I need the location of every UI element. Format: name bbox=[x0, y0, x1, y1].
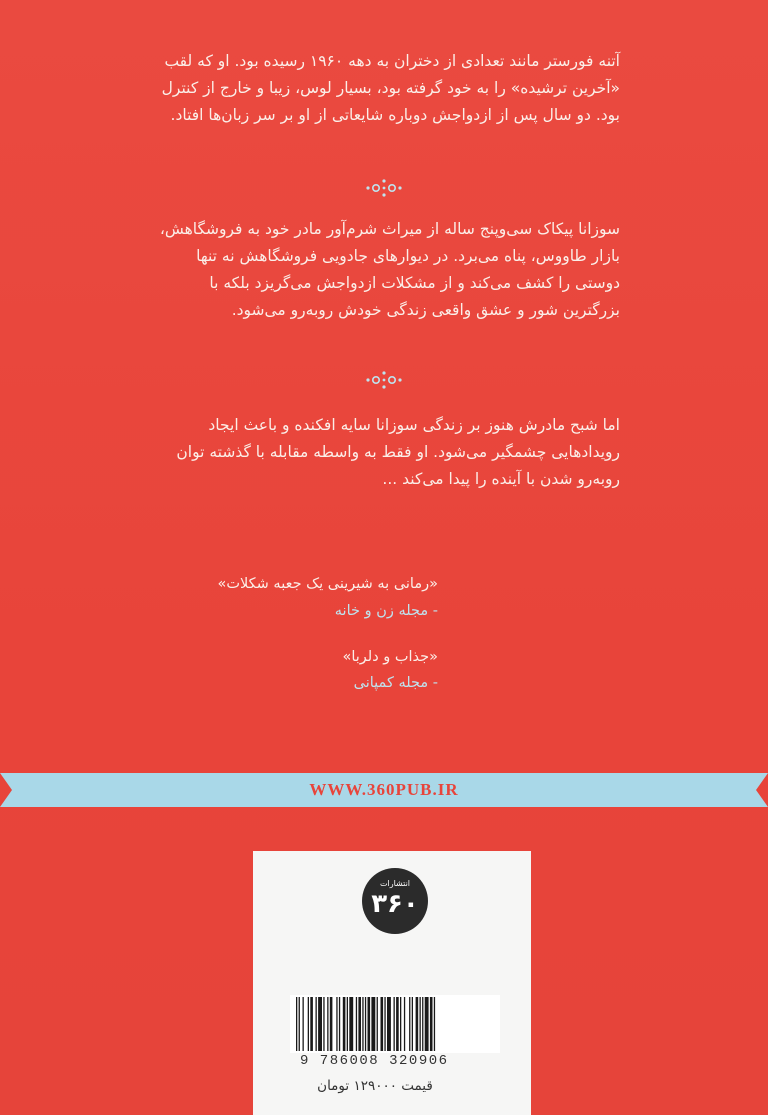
review-source-1: - مجله زن و خانه bbox=[334, 603, 438, 619]
blurb-paragraph-1: آتنه فورستر مانند تعدادی از دختران به دهه ۱۹۶۰ رسیده بود. او که لقب «آخرین ترشیده» را به خود گرفته بود، بسیار لوس، زیبا و خارج از کنترل بود. دو سال پس از ازدواجش دوباره شایعاتی از او بر سر زبان‌ها افتاد. bbox=[161, 52, 620, 124]
ornament-divider-icon bbox=[364, 370, 404, 390]
blurb-paragraph-2: سوزانا پیکاک سی‌وپنج ساله از میراث شرم‌آور مادر خود به فروشگاهش، بازار طاووس، پناه می‌برد. در دیوارهای جادویی فروشگاهش نه تنها دوستی را کشف می‌کند و از مشکلات ازدواجش می‌گریزد بلکه با بزرگترین شور و عشق واقعی زندگی خودش روبه‌رو می‌شود. bbox=[159, 220, 620, 319]
ornament-divider-icon bbox=[364, 178, 404, 198]
blurb-paragraph-3: اما شبح مادرش هنوز بر زندگی سوزانا سایه افکنده و باعث ایجاد رویدادهایی چشمگیر می‌شود. او فقط به واسطه مقابله با گذشته توان روبه‌رو شدن با آینده را پیدا می‌کند ... bbox=[176, 416, 620, 488]
review-quote-2: «جذاب و دلربا» bbox=[342, 649, 438, 665]
publisher-logo-icon bbox=[360, 866, 430, 936]
review-quote-1: «رمانی به شیرینی یک جعبه شکلات» bbox=[217, 576, 438, 592]
svg-text:۳۶۰: ۳۶۰ bbox=[371, 889, 419, 919]
website-url[interactable]: WWW.360PUB.IR bbox=[309, 780, 459, 799]
price-label: قیمت ۱۲۹۰۰۰ تومان bbox=[317, 1078, 433, 1094]
svg-text:انتشارات: انتشارات bbox=[379, 879, 411, 888]
isbn-barcode bbox=[290, 995, 500, 1053]
review-source-2: - مجله کمپانی bbox=[353, 675, 438, 691]
isbn-number: 9 786008 320906 bbox=[300, 1053, 449, 1069]
